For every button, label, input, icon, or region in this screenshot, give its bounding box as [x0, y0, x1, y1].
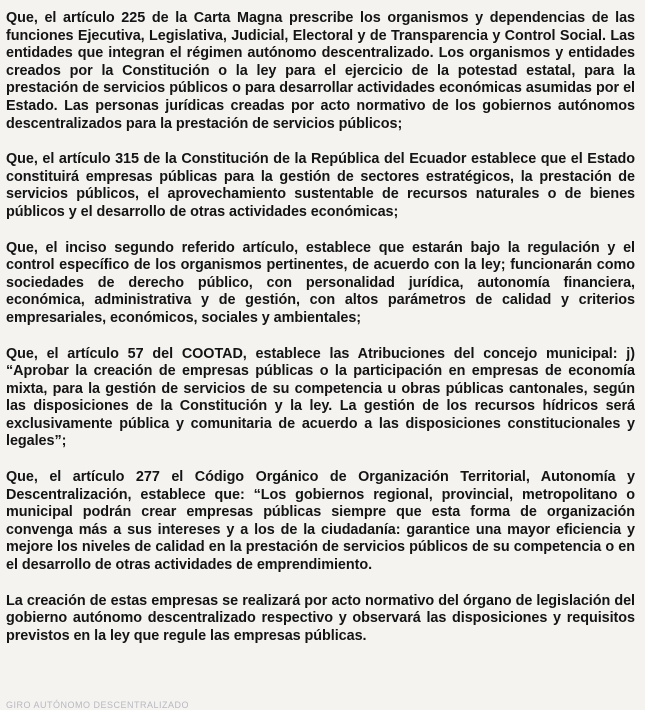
paragraph-4: [6, 346, 635, 452]
footer-stamp: GIRO AUTÓNOMO DESCENTRALIZADO: [6, 700, 190, 710]
paragraph-3-text: el inciso segundo referido artículo, establece que estarán bajo la regulación y el control específico de los organismos pertinentes, de acuerdo con la ley; funcionarán como sociedades de derecho público, con personalidad jurídica, autonomía financiera, económica, administrativa y de gestión, con altos parámetros de calidad y criterios empresariales, económicos, sociales y ambientales;: [6, 239, 635, 326]
paragraph-1-text: el artículo 225 de la Carta Magna prescribe los organismos y dependencias de las funciones Ejecutiva, Legislativa, Judicial, Electoral y de Transparencia y Control Social. Las entidades que integran el régimen autónomo descentralizado. Los organismos y entidades creados por la Constitución o la ley para el ejercicio de la potestad estatal, para la prestación de servicios públicos o para desarrollar actividades económicas asumidas por el Estado. Las personas jurídicas creadas por acto normativo de los gobiernos autónomos descentralizados para la prestación de servicios públicos;: [6, 10, 635, 132]
paragraph-2: [6, 151, 635, 221]
paragraph-5-lead: Que,: [6, 469, 38, 486]
paragraph-4-text: el artículo 57 del COOTAD, establece las Atribuciones del concejo municipal: j) “Aprobar la creación de empresas públicas o la participación en empresas de economía mixta, para la gestión de servicios de su competencia u obras públicas cantonales, según las disposiciones de la Constitución y la ley. La gestión de los recursos hídricos será exclusivamente pública y comunitaria de acuerdo a las disposiciones constitucionales y legales”;: [6, 345, 635, 450]
paragraph-6-text: La creación de estas empresas se realizará por acto normativo del órgano de legislación del gobierno autónomo descentralizado respectivo y observará las disposiciones y requisitos previstos en la ley que regule las empresas públicas.: [6, 592, 635, 644]
paragraph-2-lead: Que,: [6, 151, 38, 168]
paragraph-1: [6, 10, 635, 133]
paragraph-2-text: el artículo 315 de la Constitución de la República del Ecuador establece que el Estado constituirá empresas públicas para la gestión de sectores estratégicos, la prestación de servicios públicos, el aprovechamiento sustentable de recursos naturales o de bienes públicos y el desarrollo de otras actividades económicas;: [6, 151, 635, 220]
paragraph-6: [6, 593, 635, 646]
paragraph-4-lead: Que,: [6, 345, 38, 362]
paragraph-3: [6, 240, 635, 328]
paragraph-1-lead: Que,: [6, 10, 38, 26]
paragraph-5: [6, 469, 635, 575]
paragraph-3-lead: Que,: [6, 239, 38, 256]
paragraph-5-text: el artículo 277 el Código Orgánico de Organización Territorial, Autonomía y Descentralización, establece que: “Los gobiernos regional, provincial, metropolitano o municipal podrán crear empresas públicas siempre que esta forma de organización convenga más a sus intereses y a los de la ciudadanía: garantice una mayor eficiencia y mejore los niveles de calidad en la prestación de servicios públicos de su competencia o en el desarrollo de otras actividades de emprendimiento.: [6, 469, 635, 574]
